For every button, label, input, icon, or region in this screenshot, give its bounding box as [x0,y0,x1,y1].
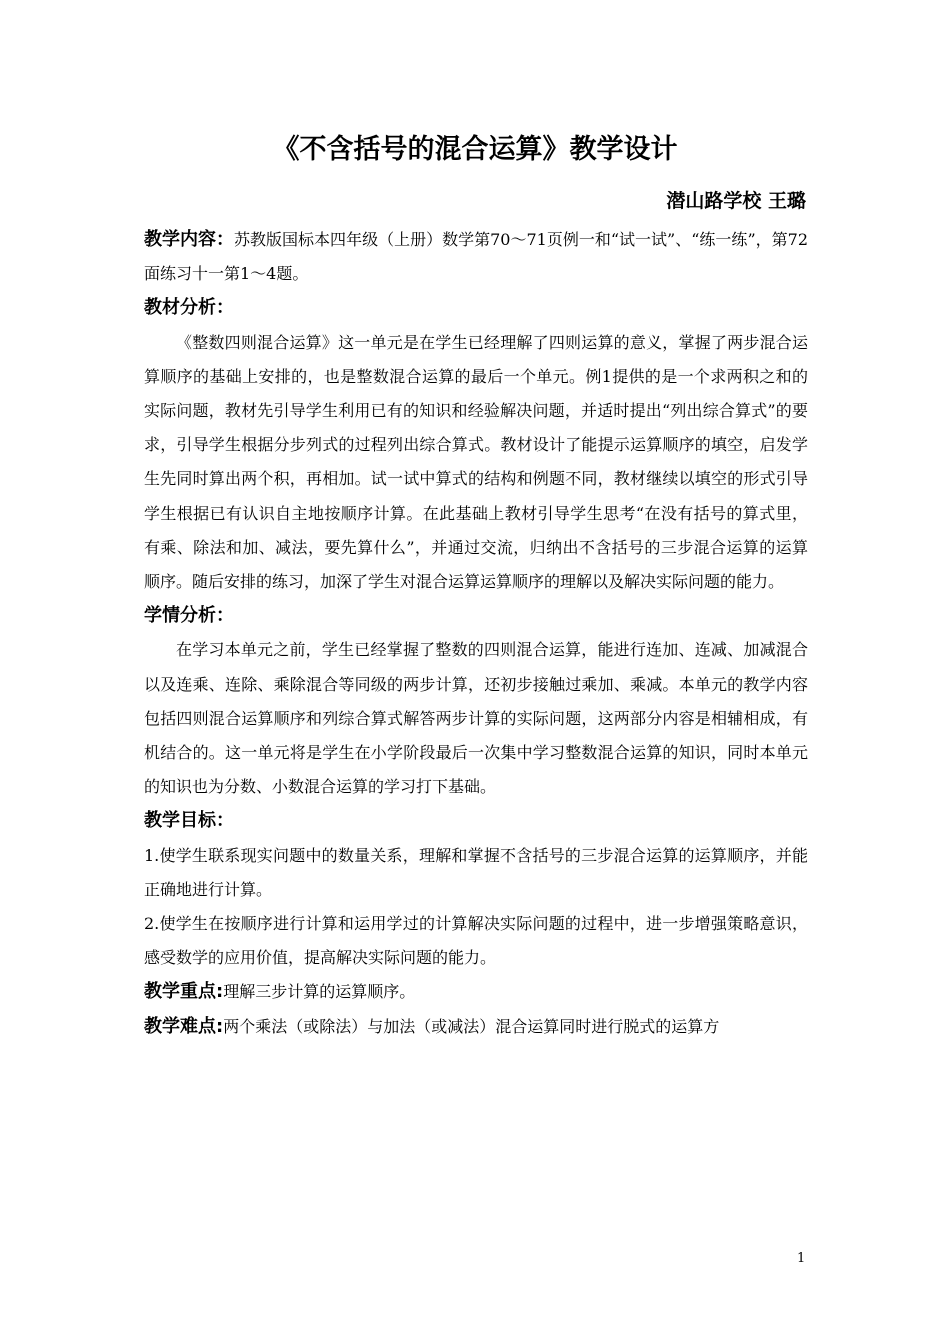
page-number: 1 [797,1251,806,1266]
textbook-analysis-paragraph: 《整数四则混合运算》这一单元是在学生已经理解了四则运算的意义，掌握了两步混合运算顺序的基础上安排的，也是整数混合运算的最后一个单元。例1提供的是一个求两积之和的实际问题，教材先引导学生利用已有的知识和经验解决问题，并适时提出“列出综合算式”的要求，引导学生根据分步列式的过程列出综合算式。教材设计了能提示运算顺序的填空，启发学生先同时算出两个积，再相加。试一试中算式的结构和例题不同，教材继续以填空的形式引导学生根据已有认识自主地按顺序计算。在此基础上教材引导学生思考“在没有括号的算式里，有乘、除法和加、减法，要先算什么”，并通过交流，归纳出不含括号的三步混合运算的运算顺序。随后安排的练习，加深了学生对混合运算运算顺序的理解以及解决实际问题的能力。 [144,332,808,592]
teaching-goal-item: 2.使学生在按顺序进行计算和运用学过的计算解决实际问题的过程中，进一步增强策略意识，感受数学的应用价值，提高解决实际问题的能力。 [144,914,808,968]
document-body [144,223,808,1044]
teaching-goal-item: 1.使学生联系现实问题中的数量关系，理解和掌握不含括号的三步混合运算的运算顺序，并能正确地进行计算。 [144,845,808,899]
learner-analysis-paragraph: 在学习本单元之前，学生已经掌握了整数的四则混合运算，能进行连加、连减、加减混合以及连乘、连除、乘除混合等同级的两步计算，还初步接触过乘加、乘减。本单元的教学内容包括四则混合运算顺序和列综合算式解答两步计算的实际问题，这两部分内容是相辅相成，有机结合的。这一单元将是学生在小学阶段最后一次集中学习整数混合运算的知识，同时本单元的知识也为分数、小数混合运算的学习打下基础。 [144,640,808,797]
learner-analysis-heading: 学情分析： [144,605,234,627]
teaching-difficulty-paragraph [144,1010,808,1044]
teaching-difficulty-text: 两个乘法（或除法）与加法（或减法）混合运算同时进行脱式的运算方 [223,1016,720,1036]
document-title: 《不含括号的混合运算》教学设计 [272,134,678,165]
teaching-key-point-label: 教学重点: [144,981,224,1003]
author-line: 潜山路学校 王璐 [666,190,806,212]
teaching-content-paragraph [144,223,808,291]
teaching-content-text: 苏教版国标本四年级（上册）数学第70～71页例一和“试一试”、“练一练”，第72面练习十一第1～4题。 [144,230,808,284]
teaching-goals-heading: 教学目标： [144,810,234,832]
teaching-key-point-paragraph [144,975,808,1009]
textbook-analysis-heading: 教材分析： [144,297,234,319]
teaching-content-label: 教学内容： [144,229,235,250]
teaching-difficulty-label: 教学难点: [144,1015,224,1037]
teaching-key-point-text: 理解三步计算的运算顺序。 [223,982,416,1002]
